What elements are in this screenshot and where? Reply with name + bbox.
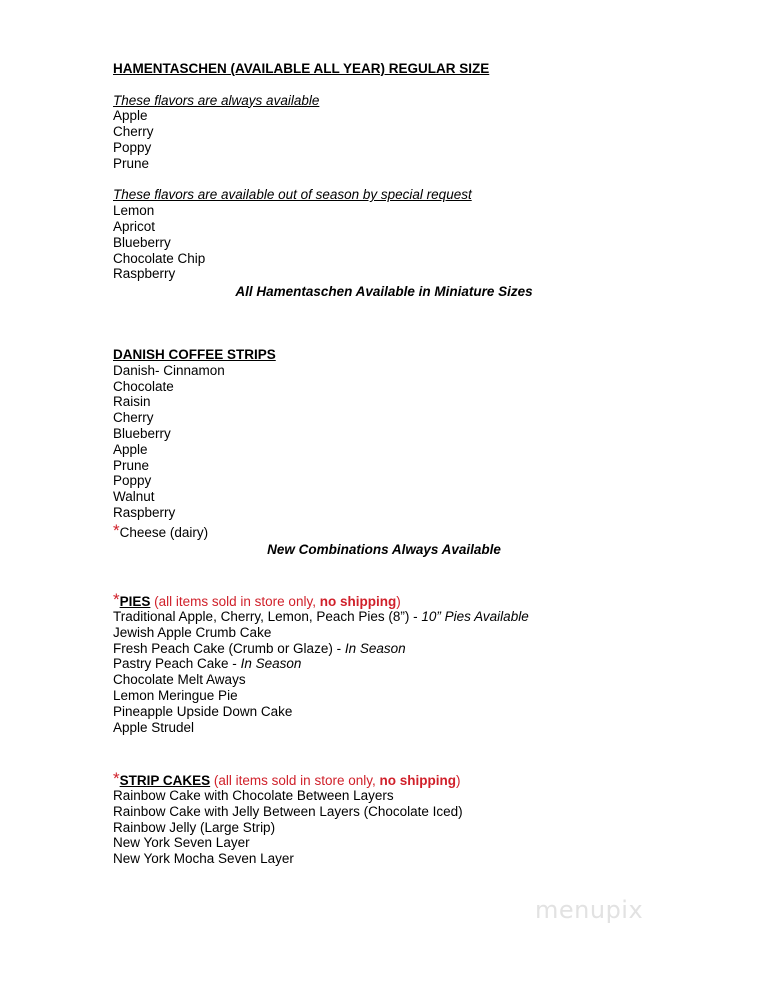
list-item: Rainbow Cake with Jelly Between Layers (Chocolate Iced) — [113, 803, 463, 819]
list-item: Chocolate Melt Aways — [113, 672, 246, 688]
list-item: Chocolate — [113, 378, 174, 394]
list-item: Poppy — [113, 139, 152, 155]
danish-section — [113, 347, 276, 540]
list-item: Raspberry — [113, 266, 176, 282]
strip-cakes-note-open: (all items sold in store only, — [210, 773, 380, 788]
hamentaschen-section — [113, 61, 489, 282]
pies-title: PIES — [119, 594, 151, 609]
list-item: New York Seven Layer — [113, 835, 250, 851]
list-item: Cherry — [113, 410, 154, 426]
cheese-label: Cheese (dairy) — [119, 524, 209, 540]
list-item: Fresh Peach Cake (Crumb or Glaze) - In Season — [113, 640, 406, 656]
strip-cakes-title: STRIP CAKES — [119, 773, 211, 788]
strip-cakes-no-shipping: no shipping — [379, 773, 456, 788]
list-item-cheese — [113, 521, 276, 540]
strip-cakes-note-close: ) — [455, 773, 461, 788]
list-item: Raisin — [113, 394, 151, 410]
list-item: Apple Strudel — [113, 719, 195, 735]
list-item: Poppy — [113, 473, 152, 489]
asterisk-mark: * — [113, 520, 120, 540]
hamentaschen-title: HAMENTASCHEN (AVAILABLE ALL YEAR) REGULAR SIZE — [113, 61, 490, 76]
special-request-label: These flavors are available out of season by special request — [113, 187, 472, 203]
list-item: Lemon — [113, 203, 155, 219]
list-item: Rainbow Cake with Chocolate Between Layers — [113, 788, 394, 803]
list-item: Blueberry — [113, 425, 171, 441]
list-item: Apple — [113, 441, 148, 457]
list-item: Apple — [113, 108, 148, 124]
hamentaschen-note: All Hamentaschen Available in Miniature Sizes — [235, 284, 533, 299]
strip-cakes-section — [113, 769, 463, 867]
always-available-label: These flavors are always available — [113, 92, 320, 108]
list-item: Pastry Peach Cake - In Season — [113, 656, 302, 672]
list-item: Blueberry — [113, 234, 171, 250]
list-item: Apricot — [113, 218, 156, 234]
danish-note: New Combinations Always Available — [267, 542, 501, 557]
pies-note-open: (all items sold in store only, — [150, 594, 320, 609]
menupix-watermark: menupix — [535, 896, 644, 924]
list-item: Lemon Meringue Pie — [113, 687, 238, 703]
pies-note-close: ) — [396, 594, 401, 609]
list-item: Chocolate Chip — [113, 250, 206, 266]
asterisk-mark: * — [113, 769, 120, 788]
pies-section — [113, 590, 529, 735]
list-item: Rainbow Jelly (Large Strip) — [113, 819, 276, 835]
list-item: Raspberry — [113, 504, 176, 520]
list-item: Danish- Cinnamon — [113, 362, 225, 378]
list-item: Walnut — [113, 489, 155, 505]
list-item: Cherry — [113, 124, 154, 140]
danish-title: DANISH COFFEE STRIPS — [113, 347, 276, 362]
strip-cakes-header — [113, 769, 463, 788]
list-item: New York Mocha Seven Layer — [113, 851, 294, 867]
pies-no-shipping: no shipping — [319, 594, 397, 609]
pies-header — [113, 590, 529, 609]
list-item: Prune — [113, 155, 150, 171]
asterisk-mark: * — [113, 590, 120, 609]
list-item: Pineapple Upside Down Cake — [113, 703, 293, 719]
list-item: Jewish Apple Crumb Cake — [113, 624, 272, 640]
list-item: Prune — [113, 457, 150, 473]
list-item: Traditional Apple, Cherry, Lemon, Peach Pies (8”) - 10” Pies Available — [113, 609, 529, 624]
